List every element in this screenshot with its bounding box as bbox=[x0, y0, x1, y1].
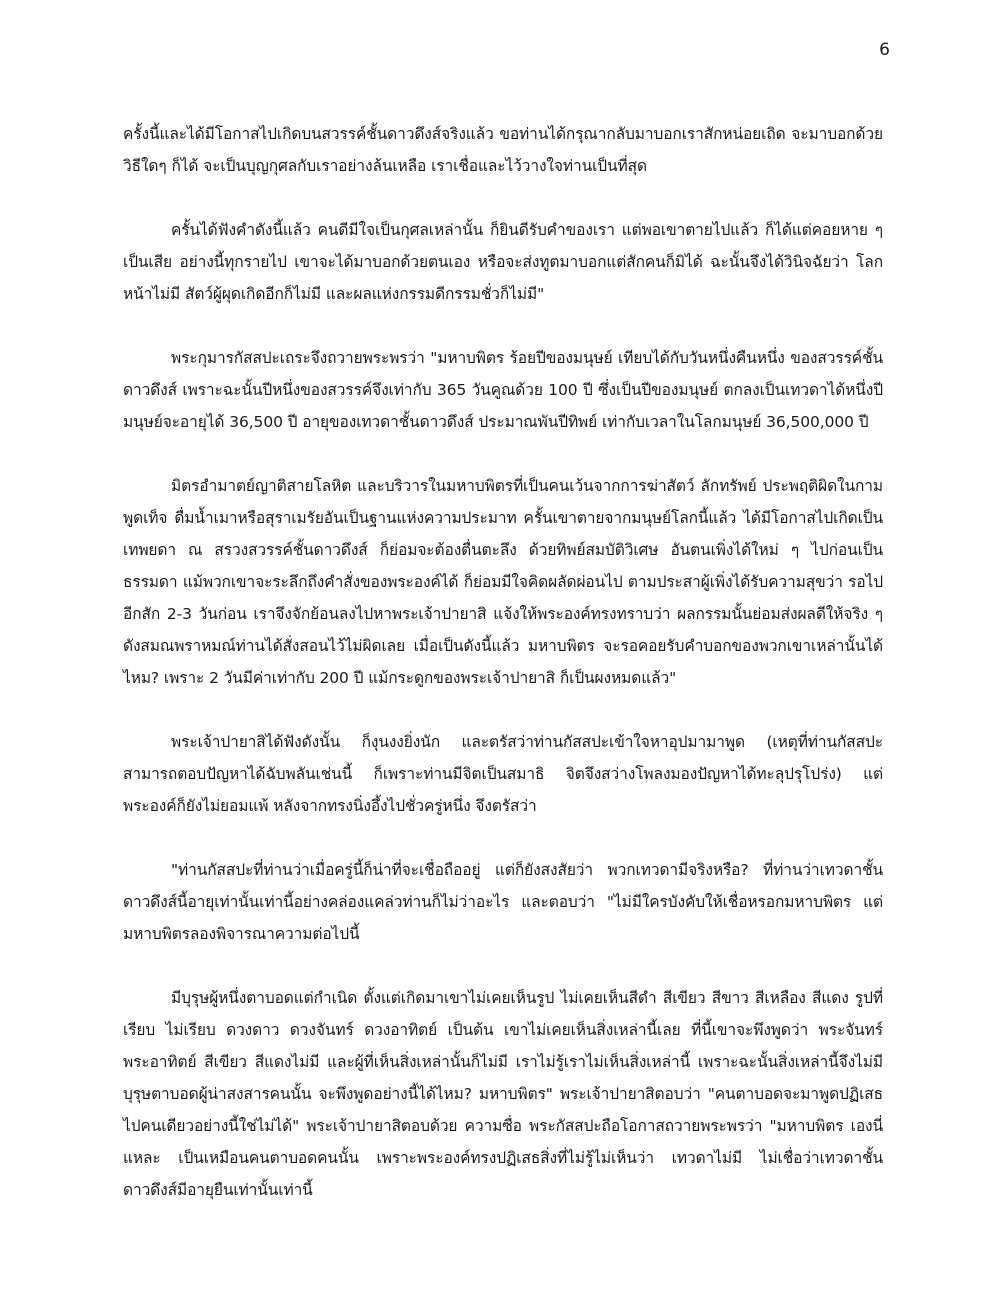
paragraph-7: มีบุรุษผู้หนึ่งตาบอดแต่กำเนิด ตั้งแต่เกิดมาเขาไม่เคยเห็นรูป ไม่เคยเห็นสีดำ สีเขียว สีขาว สีเหลือง สีแดง รูปที่เรียบ ไม่เรียบ ดวงดาว ดวงจันทร์ ดวงอาทิตย์ เป็นต้น เขาไม่เคยเห็นสิ่งเหล่านี้เลย ที่นี้เขาจะพึงพูดว่า พระจันทร์ พระอาทิตย์ สีเขียว สีแดงไม่มี และผู้ที่เห็นสิ่งเหล่านั้นก็ไม่มี เราไม่รู้เราไม่เห็นสิ่งเหล่านี้ เพราะฉะนั้นสิ่งเหล่านี้จึงไม่มี บุรุษตาบอดผู้น่าสงสารคนนั้น จะพึงพูดอย่างนี้ได้ไหม? มหาบพิตร" พระเจ้าปายาสิตอบว่า "คนตาบอดจะมาพูดปฏิเสธไปคนเดียวอย่างนี้ใช่ไม่ได้" พระเจ้าปายาสิตอบด้วย ความซื่อ พระกัสสปะถือโอกาสถวายพระพรว่า "มหาบพิตร เองนี่แหละ เป็นเหมือนคนตาบอดคนนั้น เพราะพระองค์ทรงปฏิเสธสิ่งที่ไม่รู้ไม่เห็นว่า เทวดาไม่มี ไม่เชื่อว่าเทวดาชั้นดาวดึงส์มีอายุยืนเท่านั้นเท่านี้ bbox=[123, 989, 883, 1199]
page-number: 6 bbox=[879, 40, 890, 60]
document-body bbox=[123, 118, 883, 1238]
paragraph-4: มิตรอำมาตย์ญาติสายโลหิต และบริวารในมหาบพิตรที่เป็นคนเว้นจากการฆ่าสัตว์ ลักทรัพย์ ประพฤติผิดในกาม พูดเท็จ ดื่มน้ำเมาหรือสุราเมรัยอันเป็นฐานแห่งความประมาท ครั้นเขาตายจากมนุษย์โลกนี้แล้ว ได้มีโอกาสไปเกิดเป็นเทพยดา ณ สรวงสวรรค์ชั้นดาวดึงส์ ก็ย่อมจะต้องตื่นตะลึง ด้วยทิพย์สมบัติวิเศษ อันตนเพิ่งได้ใหม่ ๆ ไปก่อนเป็นธรรมดา แม้พวกเขาจะระลึกถึงคำสั่งของพระองค์ได้ ก็ย่อมมีใจคิดผลัดผ่อนไป ตามประสาผู้เพิ่งได้รับความสุขว่า รอไปอีกสัก 2-3 วันก่อน เราจึงจักย้อนลงไปหาพระเจ้าปายาสิ แจ้งให้พระองค์ทรงทราบว่า ผลกรรมนั้นย่อมส่งผลดีให้จริง ๆ ดังสมณพราหมณ์ท่านได้สั่งสอนไว้ไม่ผิดเลย เมื่อเป็นดังนี้แล้ว มหาบพิตร จะรอคอยรับคำบอกของพวกเขาเหล่านั้นได้ไหม? เพราะ 2 วันมีค่าเท่ากับ 200 ปี แม้กระดูกของพระเจ้าปายาสิ ก็เป็นผงหมดแล้ว" bbox=[123, 477, 883, 687]
paragraph-2: ครั้นได้ฟังคำดังนี้แล้ว คนดีมีใจเป็นกุศลเหล่านั้น ก็ยินดีรับคำของเรา แต่พอเขาตายไปแล้ว ก็ได้แต่คอยหาย ๆ เป็นเสีย อย่างนี้ทุกรายไป เขาจะได้มาบอกด้วยตนเอง หรือจะส่งทูตมาบอกแต่สักคนก็มิได้ ฉะนั้นจึงได้วินิจฉัยว่า โลกหน้าไม่มี สัตว์ผู้ผุดเกิดอีกก็ไม่มี และผลแห่งกรรมดีกรรมชั่วก็ไม่มี" bbox=[123, 221, 883, 303]
paragraph-6: "ท่านกัสสปะที่ท่านว่าเมื่อครู่นี้ก็น่าที่จะเชื่อถืออยู่ แต่ก็ยังสงสัยว่า พวกเทวดามีจริงหรือ? ที่ท่านว่าเทวดาชั้นดาวดึงส์นี้อายุเท่านั้นเท่านี้อย่างคล่องแคล่วท่านก็ไม่ว่าอะไร และตอบว่า "ไม่มีใครบังคับให้เชื่อหรอกมหาบพิตร แต่มหาบพิตรลองพิจารณาความต่อไปนี้ bbox=[123, 861, 883, 943]
paragraph-3: พระกุมารกัสสปะเถระจึงถวายพระพรว่า "มหาบพิตร ร้อยปีของมนุษย์ เทียบได้กับวันหนึ่งคืนหนึ่ง ของสวรรค์ชั้นดาวดึงส์ เพราะฉะนั้นปีหนึ่งของสวรรค์จึงเท่ากับ 365 วันคูณด้วย 100 ปี ซึ่งเป็นปีของมนุษย์ ตกลงเป็นเทวดาได้หนึ่งปี มนุษย์จะอายุได้ 36,500 ปี อายุของเทวดาชั้นดาวดึงส์ ประมาณพันปีทิพย์ เท่ากับเวลาในโลกมนุษย์ 36,500,000 ปี bbox=[123, 349, 883, 431]
paragraph-5: พระเจ้าปายาสิได้ฟังดังนั้น ก็งุนงงยิ่งนัก และตรัสว่าท่านกัสสปะเข้าใจหาอุปมามาพูด (เหตุที่ท่านกัสสปะสามารถตอบปัญหาได้ฉับพลันเช่นนี้ ก็เพราะท่านมีจิตเป็นสมาธิ จิตจึงสว่างโพลงมองปัญหาได้ทะลุปรุโปร่ง) แต่พระองค์ก็ยังไม่ยอมแพ้ หลังจากทรงนิ่งอึ้งไปชั่วครู่หนึ่ง จึงตรัสว่า bbox=[123, 733, 883, 815]
paragraph-1: ครั้งนี้และได้มีโอกาสไปเกิดบนสวรรค์ชั้นดาวดึงส์จริงแล้ว ขอท่านได้กรุณากลับมาบอกเราสักหน่อยเถิด จะมาบอกด้วยวิธีใดๆ ก็ได้ จะเป็นบุญกุศลกับเราอย่างล้นเหลือ เราเชื่อและไว้วางใจท่านเป็นที่สุด bbox=[123, 125, 883, 175]
